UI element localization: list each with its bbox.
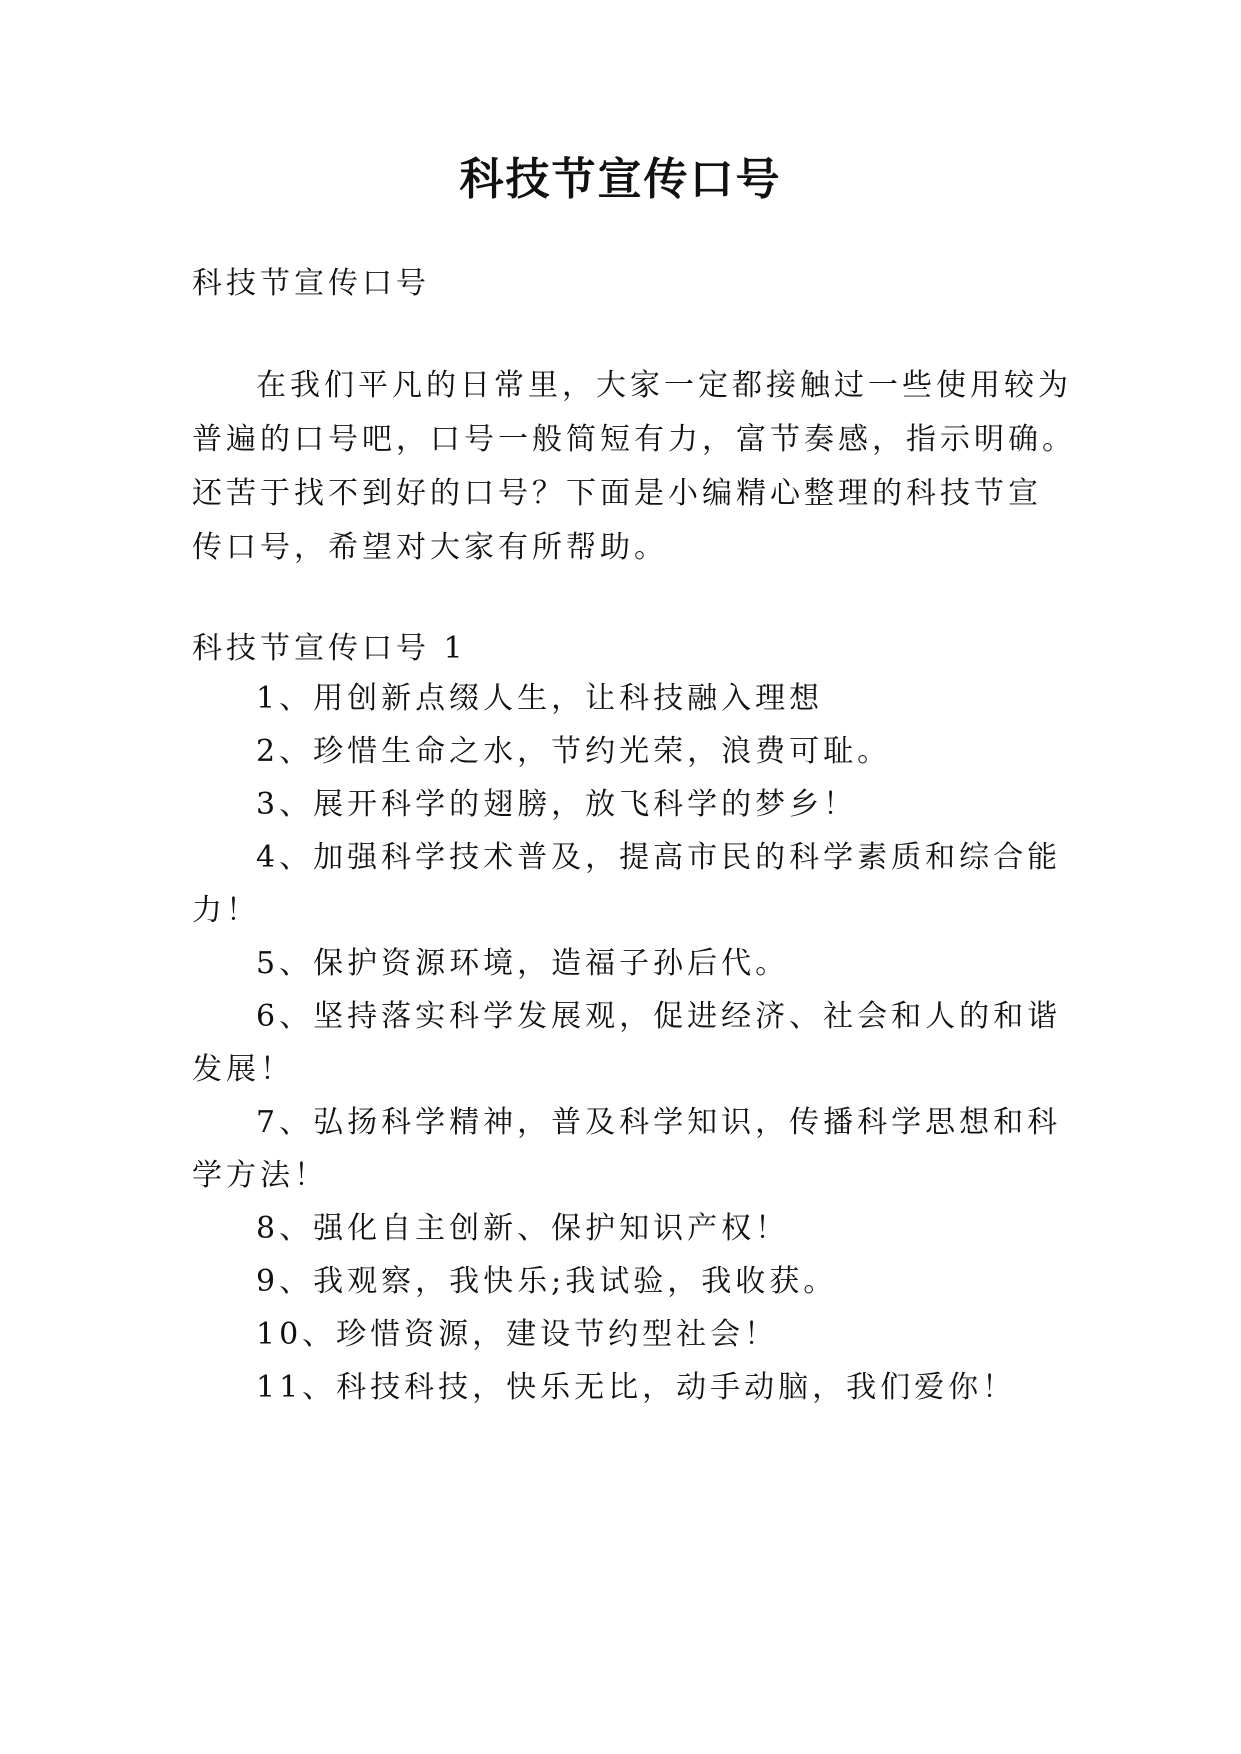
slogan-item: 8、强化自主创新、保护知识产权！ [256, 1211, 790, 1246]
slogan-item-continuation: 学方法！ [192, 1158, 328, 1193]
intro-line: 传口号，希望对大家有所帮助。 [192, 530, 668, 565]
slogan-item-continuation: 发展！ [192, 1052, 294, 1087]
intro-line: 在我们平凡的日常里，大家一定都接触过一些使用较为 [256, 368, 1072, 403]
slogan-item: 1、用创新点缀人生，让科技融入理想 [256, 681, 824, 716]
slogan-item: 3、展开科学的翅膀，放飞科学的梦乡！ [256, 787, 858, 822]
intro-line: 普遍的口号吧，口号一般简短有力，富节奏感，指示明确。 [192, 422, 1076, 457]
slogan-item: 11、科技科技，快乐无比，动手动脑，我们爱你！ [256, 1370, 1017, 1405]
intro-line: 还苦于找不到好的口号？下面是小编精心整理的科技节宣 [192, 476, 1042, 511]
section-heading: 科技节宣传口号 1 [192, 631, 467, 666]
document-title: 科技节宣传口号 [459, 154, 782, 205]
slogan-item: 2、珍惜生命之水，节约光荣，浪费可耻。 [256, 734, 892, 769]
document-subtitle: 科技节宣传口号 [192, 266, 430, 301]
slogan-item: 9、我观察，我快乐;我试验，我收获。 [256, 1264, 838, 1299]
slogan-item: 10、珍惜资源，建设节约型社会！ [256, 1317, 779, 1352]
slogan-item: 6、坚持落实科学发展观，促进经济、社会和人的和谐 [256, 999, 1062, 1034]
slogan-item: 4、加强科学技术普及，提高市民的科学素质和综合能 [256, 840, 1062, 875]
slogan-item: 7、弘扬科学精神，普及科学知识，传播科学思想和科 [256, 1105, 1062, 1140]
slogan-item-continuation: 力！ [192, 893, 260, 928]
slogan-item: 5、保护资源环境，造福子孙后代。 [256, 946, 790, 981]
